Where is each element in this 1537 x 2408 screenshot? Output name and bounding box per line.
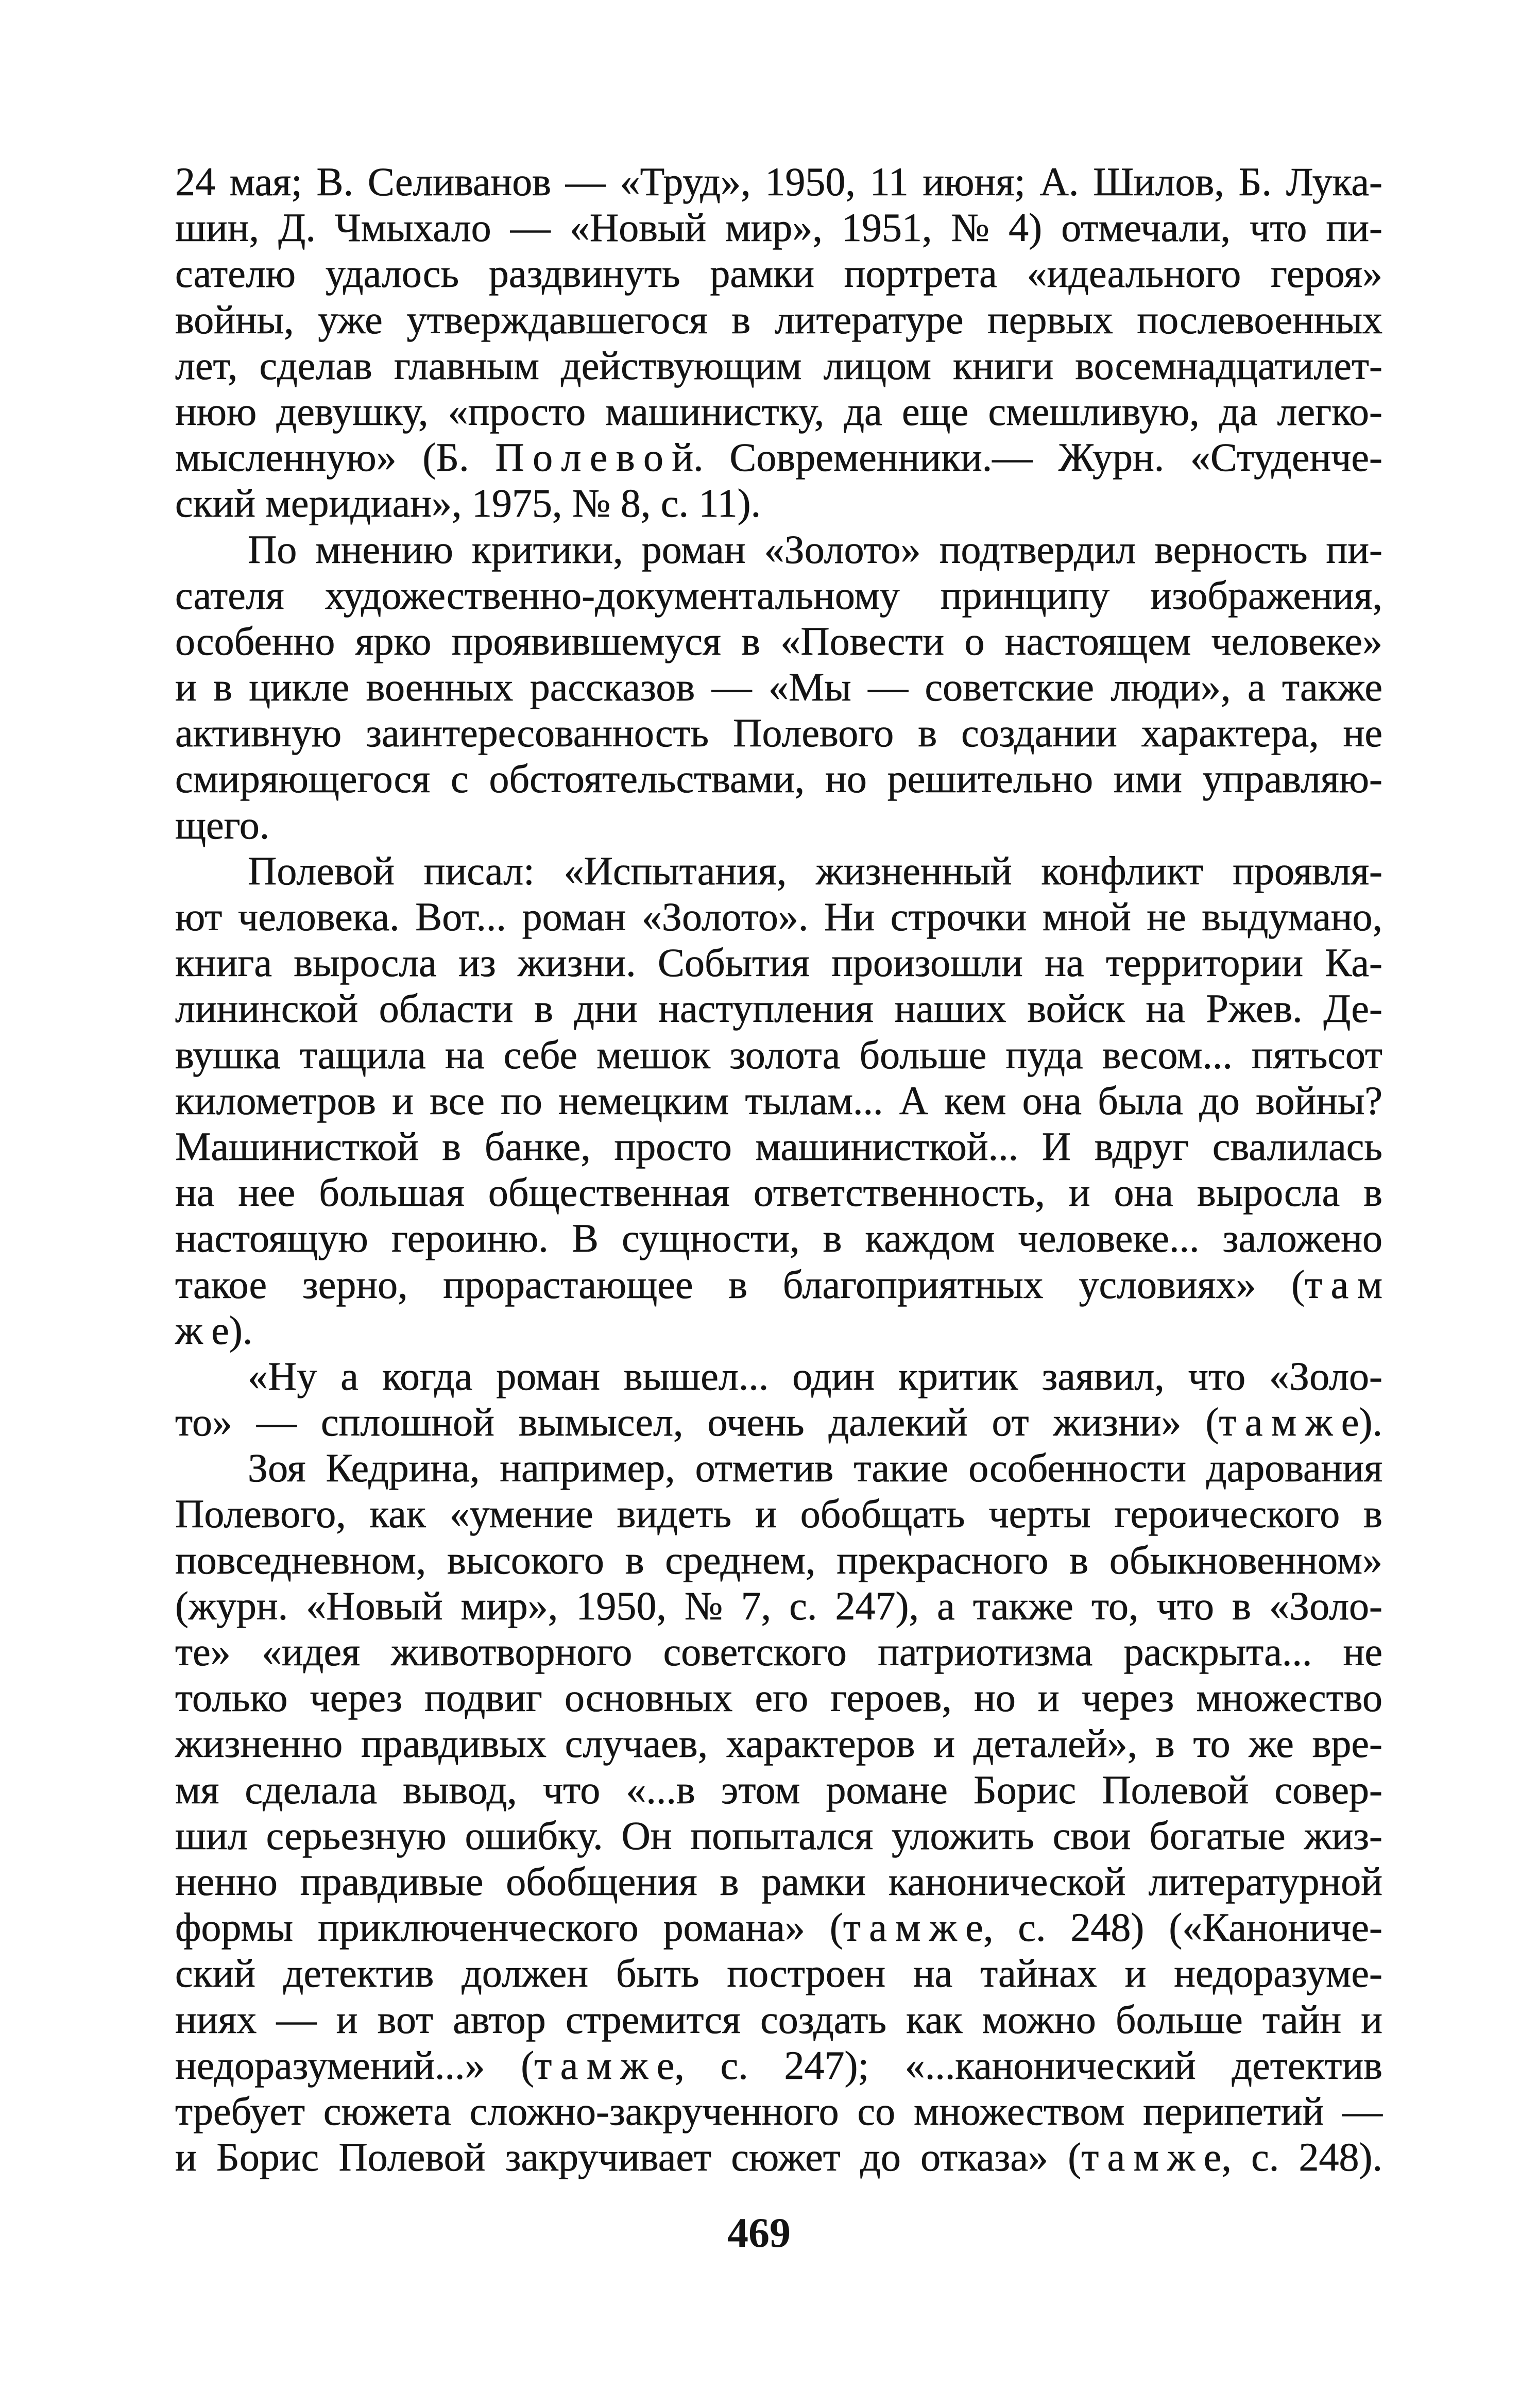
text-line [175,1813,1382,1858]
text-line [175,1583,1382,1629]
text-segment: «Ну а когда роман вышел... один критик заявил, что «Золо- [248,1353,1382,1398]
text-segment: войны, уже утверждавшегося в литературе первых послевоенных [175,297,1382,342]
paragraph [175,1353,1382,1445]
text-segment: и Борис Полевой закручивает сюжет до отказа» ( [175,2134,1082,2180]
text-line [175,2134,1382,2180]
text-line [175,1169,1382,1215]
spaced-emphasis-text: т а м [1305,1261,1382,1307]
text-segment: мысленную» (Б. [175,435,496,480]
text-segment: , с. 247); «...канонический детектив [674,2042,1383,2088]
text-line [175,159,1382,204]
text-segment: Полевой писал: «Испытания, жизненный конфликт проявля- [248,848,1382,893]
text-segment: особенно ярко проявившемуся в «Повести о настоящем человеке» [175,618,1382,663]
text-segment: щего. [175,802,270,847]
text-segment: , с. 248). [1221,2134,1382,2180]
text-segment: жизненно правдивых случаев, характеров и деталей», в то же вре- [175,1721,1382,1766]
text-segment: недоразумений...» ( [175,2042,535,2088]
text-line [175,1399,1382,1445]
text-segment: повседневном, высокого в среднем, прекрасного в обыкновенном» [175,1537,1382,1582]
text-segment: активную заинтересованность Полевого в создании характера, не [175,710,1382,756]
text-segment: ют человека. Вот... роман «Золото». Ни строчки мной не выдумано, [175,894,1382,939]
text-segment: ский меридиан», 1975, № 8, с. 11). [175,481,761,526]
text-line [175,250,1382,296]
text-segment: ненно правдивые обобщения в рамки канонической литературной [175,1858,1382,1904]
text-segment: вушка тащила на себе мешок золота больше пуда весом... пятьсот [175,1032,1382,1077]
text-line [175,297,1382,343]
text-line [175,1629,1382,1675]
text-line [175,343,1382,388]
text-line [175,848,1382,894]
text-segment: По мнению критики, роман «Золото» подтвердил верность пи- [248,526,1382,572]
text-segment: ). [229,1307,253,1353]
text-line [175,1491,1382,1536]
text-segment: лининской области в дни наступления наших войск на Ржев. Де- [175,986,1382,1031]
text-line [175,894,1382,940]
text-segment: Зоя Кедрина, например, отметив такие особенности дарования [248,1445,1382,1491]
text-segment: километров и все по немецким тылам... А кем она была до войны? [175,1078,1382,1123]
text-segment: . Современники.— Журн. «Студенче- [693,435,1383,480]
text-line [175,1307,1382,1353]
text-segment: формы приключенческого романа» ( [175,1905,843,1950]
text-segment: Полевого, как «умение видеть и обобщать черты героического в [175,1491,1382,1536]
text-line [175,1767,1382,1813]
page-number: 469 [727,2209,791,2256]
text-line [175,1445,1382,1491]
text-line [175,664,1382,710]
paragraph [175,159,1382,526]
spaced-emphasis-text: т а м ж е [843,1905,983,1950]
text-segment: ). [1359,1399,1382,1445]
text-segment: 24 мая; В. Селиванов — «Труд», 1950, 11 июня; А. Шилов, Б. Лука- [175,159,1382,204]
text-segment: , с. 248) («Канониче- [983,1905,1382,1950]
text-line [175,940,1382,985]
text-line [175,2042,1382,2088]
body-text [175,159,1382,2180]
text-line [175,1123,1382,1169]
text-line [175,1904,1382,1950]
text-line [175,434,1382,480]
paragraph [175,1445,1382,2180]
paragraph [175,526,1382,848]
text-segment: настоящую героиню. В сущности, в каждом человеке... заложено [175,1216,1382,1261]
text-segment: на нее большая общественная ответственность, и она выросла в [175,1170,1382,1215]
text-line [175,1675,1382,1720]
text-segment: шин, Д. Чмыхало — «Новый мир», 1951, № 4) отмечали, что пи- [175,205,1382,250]
text-line [175,1996,1382,2042]
text-line [175,985,1382,1031]
text-line [175,1261,1382,1307]
text-segment: только через подвиг основных его героев, но и через множество [175,1675,1382,1720]
text-segment: мя сделала вывод, что «...в этом романе Борис Полевой совер- [175,1767,1382,1812]
text-segment: (журн. «Новый мир», 1950, № 7, с. 247), а также то, что в «Золо- [175,1583,1382,1628]
text-line [175,204,1382,250]
text-line [175,1950,1382,1996]
spaced-emphasis-text: ж е [175,1307,229,1353]
text-line [175,802,1382,848]
text-line [175,618,1382,664]
text-line [175,1032,1382,1078]
spaced-emphasis-text: т а м ж е [1219,1399,1359,1445]
text-line [175,1858,1382,1904]
text-segment: такое зерно, прорастающее в благоприятных условиях» ( [175,1261,1305,1307]
text-segment: нюю девушку, «просто машинистку, да еще смешливую, да легко- [175,388,1382,434]
text-line [175,526,1382,572]
spaced-emphasis-text: т а м ж е [1081,2134,1222,2180]
text-line [175,2088,1382,2134]
text-line [175,1537,1382,1583]
text-segment: Машинисткой в банке, просто машинисткой... И вдруг свалилась [175,1123,1382,1169]
text-segment: и в цикле военных рассказов — «Мы — советские люди», а также [175,664,1382,710]
text-line [175,1078,1382,1123]
text-line [175,756,1382,801]
paragraph [175,848,1382,1353]
text-line [175,388,1382,434]
text-line [175,710,1382,756]
text-segment: те» «идея животворного советского патриотизма раскрыта... не [175,1629,1382,1674]
text-segment: лет, сделав главным действующим лицом книги восемнадцатилет- [175,343,1382,388]
text-line [175,480,1382,526]
text-line [175,1215,1382,1261]
text-line [175,572,1382,618]
text-line [175,1720,1382,1766]
text-segment: шил серьезную ошибку. Он попытался уложить свои богатые жиз- [175,1813,1382,1858]
text-line [175,1353,1382,1399]
text-segment: ский детектив должен быть построен на тайнах и недоразуме- [175,1951,1382,1996]
spaced-emphasis-text: т а м ж е [534,2042,675,2088]
text-segment: то» — сплошной вымысел, очень далекий от жизни» ( [175,1399,1219,1445]
text-segment: смиряющегося с обстоятельствами, но решительно ими управляю- [175,756,1382,801]
text-segment: сателю удалось раздвинуть рамки портрета «идеального героя» [175,251,1382,296]
text-segment: сателя художественно-документальному принципу изображения, [175,572,1382,618]
text-segment: требует сюжета сложно-закрученного со множеством перипетий — [175,2088,1382,2133]
text-segment: книга выросла из жизни. События произошли на территории Ка- [175,940,1382,985]
text-segment: ниях — и вот автор стремится создать как можно больше тайн и [175,1996,1382,2042]
spaced-emphasis-text: П о л е в о й [495,435,694,480]
